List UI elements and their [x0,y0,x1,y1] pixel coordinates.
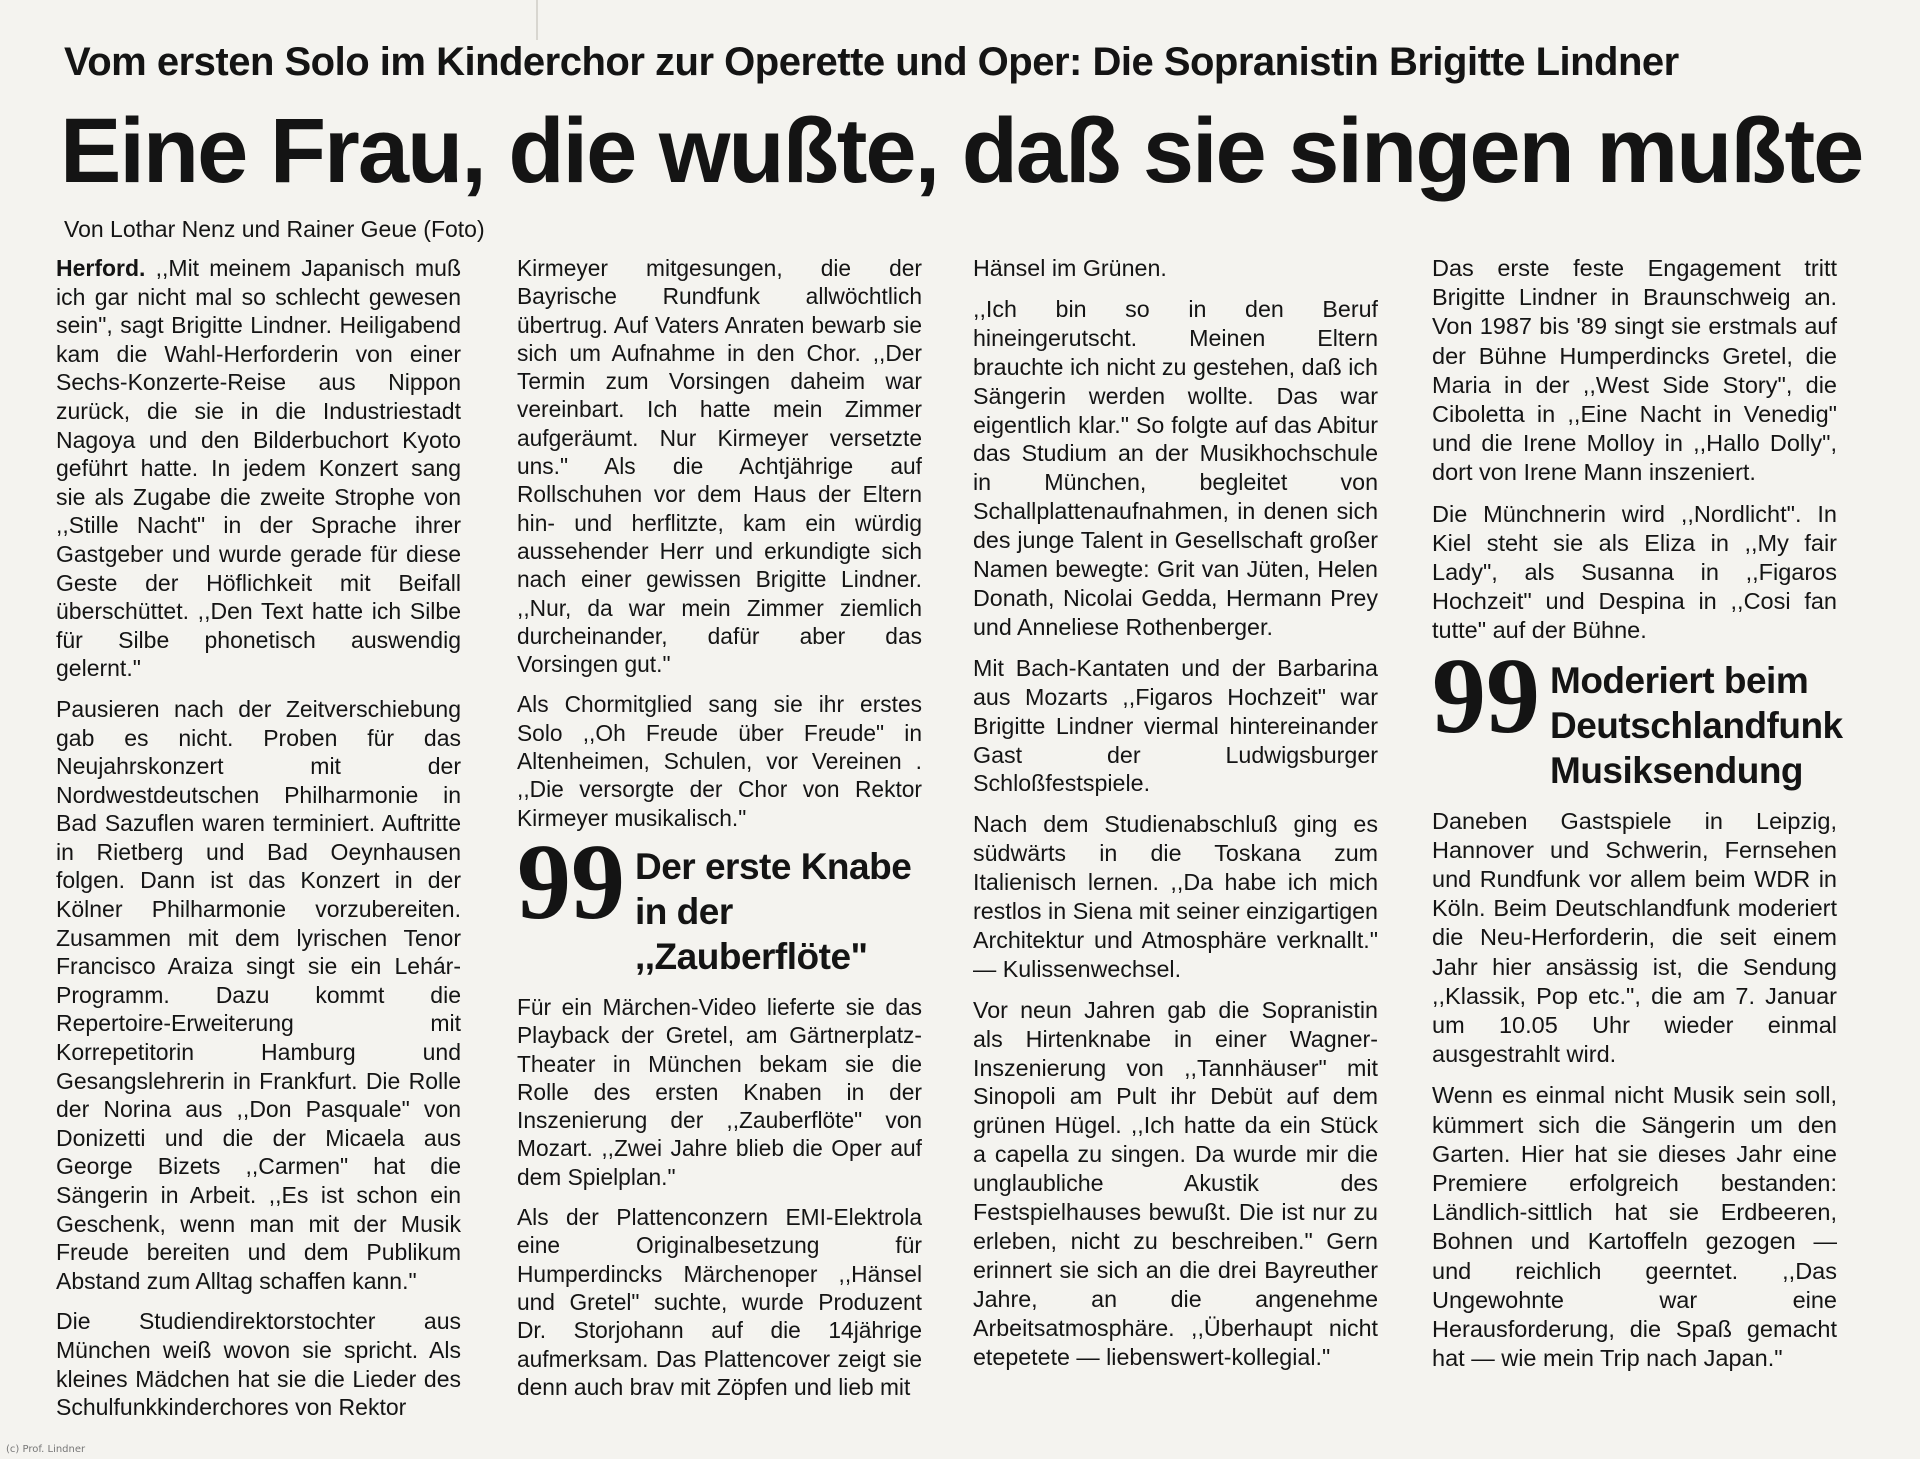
paragraph: Das erste feste Engagement tritt Brigitte Lindner in Braunschweig an. Von 1987 bis '89 singt sie erstmals auf der Bühne Humperdincks Gretel, die Maria in der ,,West Side Story", die Ciboletta in ,,Eine Nacht in Venedig" und die Irene Molloy in ,,Hallo Dolly", dort von Irene Mann inszeniert. [1432,255,1837,486]
paragraph: Daneben Gastspiele in Leipzig, Hannover und Schwerin, Fernsehen und Rundfunk vor allem beim WDR in Köln. Beim Deutschlandfunk moderiert die Neu-Herforderin, die seit einem Jahr hier ansässig ist, die Sendung ,,Klassik, Pop etc.", die am 7. Januar um 10.05 Uhr wieder einmal ausgestrahlt wird. [1432,807,1837,1068]
column-3 [973,254,1378,1384]
quote-mark-icon: 99 [517,822,625,942]
paragraph: Als der Plattenconzern EMI-Elektrola eine Originalbesetzung für Humperdincks Märchenoper ,,Hänsel und Gretel" suchte, wurde Produzent Dr. Storjohann auf die 14jährige aufmerksam. Das Plattencover zeigt sie denn auch brav mit Zöpfen und lieb mit [517,1204,922,1400]
paragraph: Nach dem Studienabschluß ging es südwärts in die Toskana zum Italienisch lernen. ,,Da habe ich mich restlos in Siena mit seiner einzigartigen Architektur und Atmosphäre verknallt." — Kulissenwechsel. [973,811,1378,982]
pull-quote-text: Der erste Knabe in der ,,Zauberflöte" [635,845,912,977]
pull-quote-text: Moderiert beim Deutschlandfunk Musiksendung [1550,659,1843,791]
paragraph-text: ,,Mit meinem Japanisch muß ich gar nicht mal so schlecht gewesen sein", sagt Brigitte Lindner. Heiligabend kam die Wahl-Herforderin von einer Sechs-Konzerte-Reise aus Nippon zurück, die sie in die Industriestadt Nagoya und den Bilderbuchort Kyoto geführt hatte. In jedem Konzert sang sie als Zugabe die zweite Strophe von ,,Stille Nacht" in der Sprache ihrer Gastgeber und wurde gerade für diese Geste der Höflichkeit mit Beifall überschüttet. ,,Den Text hatte ich Silbe für Silbe phonetisch auswendig gelernt." [56,255,461,682]
paragraph: Die Münchnerin wird ,,Nordlicht". In Kiel steht sie als Eliza in ,,My fair Lady", als Susanna in ,,Figaros Hochzeit" und Despina in ,,Cosi fan tutte" auf der Bühne. [1432,500,1837,644]
paragraph: ,,Ich bin so in den Beruf hineingerutscht. Meinen Eltern brauchte ich nicht zu gestehen, daß ich Sängerin werden wollte. Das war eigentlich klar." So folgte auf das Abitur das Studium an der Musikhochschule in München, begleitet von Schallplattenaufnahmen, in denen sich des junge Talent in Gesellschaft großer Namen bewegte: Grit van Jüten, Helen Donath, Nicolai Gedda, Hermann Prey und Anneliese Rothenberger. [973,295,1378,640]
paragraph: Vor neun Jahren gab die Sopranistin als Hirtenknabe in einer Wagner-Inszenierung von ,,Tannhäuser" mit Sinopoli am Pult ihr Debüt auf dem grünen Hügel. ,,Ich hatte da ein Stück a capella zu singen. Da wurde mir die unglaubliche Akustik des Festspielhauses bewußt. Die ist nur zu erleben, nicht zu beschreiben." Gern erinnert sie sich an die drei Bayreuther Jahre, an die angenehme Arbeitsatmosphäre. ,,Überhaupt nicht etepetete — liebenswert-kollegial." [973,996,1378,1370]
column-4 [1432,254,1843,1386]
fold-mark [536,0,538,40]
paragraph: Wenn es einmal nicht Musik sein soll, kümmert sich die Sängerin um den Garten. Hier hat sie dieses Jahr eine Premiere erfolgreich bestanden: Ländlich-sittlich hat sie Erdbeeren, Bohnen und Kartoffeln gezogen — und reichlich geerntet. ,,Das Ungewohnte war eine Herausforderung, die Spaß gemacht hat — wie mein Trip nach Japan." [1432,1082,1837,1372]
paragraph: Mit Bach-Kantaten und der Barbarina aus Mozarts ,,Figaros Hochzeit" war Brigitte Lindner viermal hintereinander Gast der Ludwigsburger Schloßfestspiele. [973,654,1378,797]
paragraph: Als Chormitglied sang sie ihr erstes Solo ,,Oh Freude über Freude" in Altenheimen, Schulen, vor Vereinen . ,,Die versorgte der Chor von Rektor Kirmeyer musikalisch." [517,691,922,831]
quote-mark-icon: 99 [1432,636,1540,756]
column-2 [517,254,922,1413]
column-1 [56,254,461,1434]
copyright-credit: (c) Prof. Lindner [6,1444,86,1455]
paragraph: Kirmeyer mitgesungen, die der Bayrische Rundfunk allwöchtlich übertrug. Auf Vaters Anraten bewarb sie sich um Aufnahme in den Chor. ,,Der Termin zum Vorsingen daheim war vereinbart. Ich hatte mein Zimmer aufgeräumt. Nur Kirmeyer versetzte uns." Als die Achtjährige auf Rollschuhen vor dem Haus der Eltern hin- und herflitzte, kam ein würdig aussehender Herr und erkundigte sich nach einer gewissen Brigitte Lindner. ,,Nur, da war mein Zimmer ziemlich durcheinander, dafür aber das Vorsingen gut." [517,255,922,678]
paragraph [56,254,461,683]
paragraph: Hänsel im Grünen. [973,255,1167,281]
article-headline: Eine Frau, die wußte, daß sie singen mußte [60,100,1863,202]
article-byline: Von Lothar Nenz und Rainer Geue (Foto) [64,216,485,242]
pull-quote [517,822,922,979]
paragraph: Die Studiendirektorstochter aus München weiß wovon sie spricht. Als kleines Mädchen hat sie die Lieder des Schulfunkkinderchores von Rektor [56,1308,461,1421]
article-kicker: Vom ersten Solo im Kinderchor zur Operette und Oper: Die Sopranistin Brigitte Lindner [64,40,1679,84]
pull-quote [1432,636,1843,793]
paragraph: Pausieren nach der Zeitverschiebung gab es nicht. Proben für das Neujahrskonzert mit der Nordwestdeutschen Philharmonie in Bad Sazuflen waren terminiert. Auftritte in Rietberg und Bad Oeynhausen folgen. Dann ist das Konzert in der Kölner Philharmonie vorzubereiten. Zusammen mit dem lyrischen Tenor Francisco Araiza singt sie ein Lehár-Programm. Dazu kommt die Repertoire-Erweiterung mit Korrepetitorin Hamburg und Gesangslehrerin in Frankfurt. Die Rolle der Norina aus ,,Don Pasquale" von Donizetti und die der Micaela aus George Bizets ,,Carmen" hat die Sängerin in Arbeit. ,,Es ist schon ein Geschenk, wenn man mit der Musik Freude bereiten und dem Publikum Abstand zum Alltag schaffen kann." [56,695,461,1294]
dateline: Herford. [56,255,146,281]
paragraph: Für ein Märchen-Video lieferte sie das Playback der Gretel, am Gärtnerplatz-Theater in München bekam sie die Rolle des ersten Knaben in der Inszenierung der ,,Zauberflöte" von Mozart. ,,Zwei Jahre blieb die Oper auf dem Spielplan." [517,993,922,1190]
